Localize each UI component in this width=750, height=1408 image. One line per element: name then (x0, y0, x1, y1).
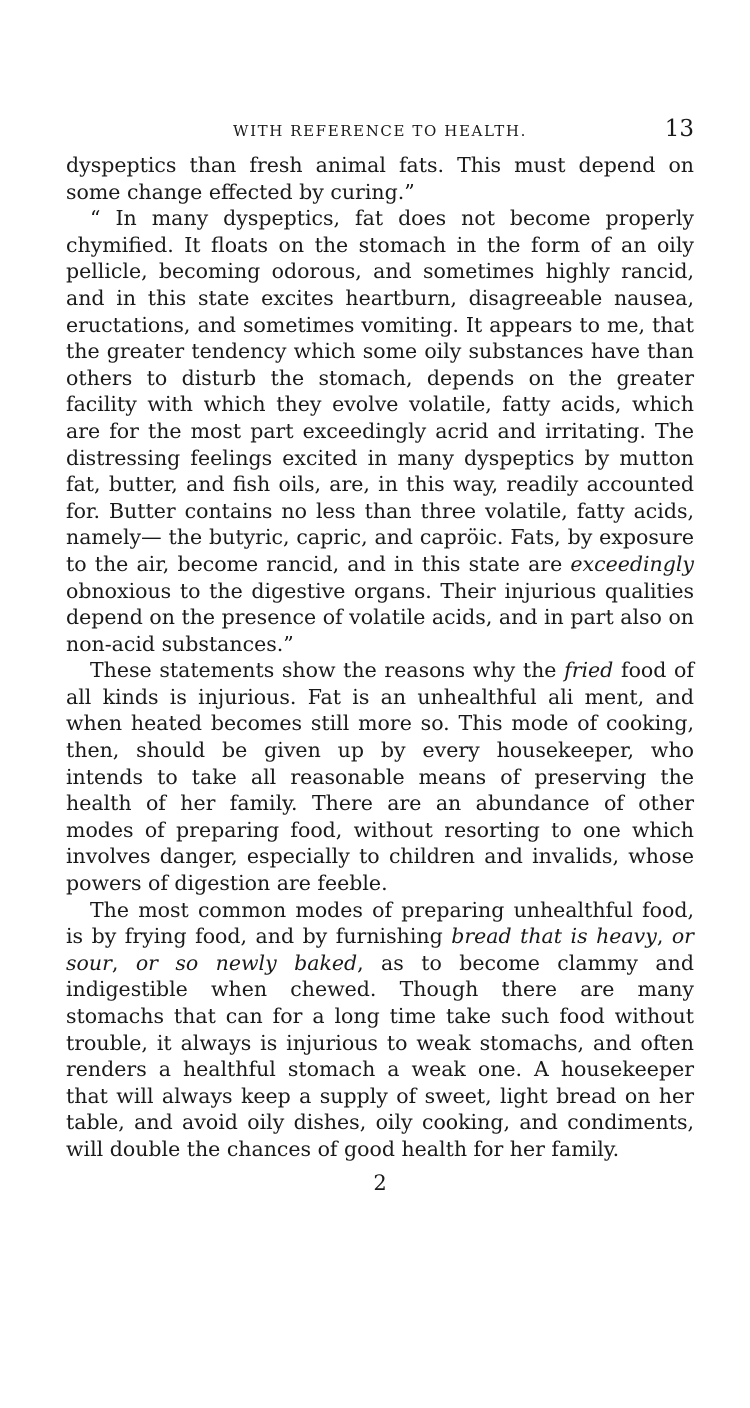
italic-text-segment: fried (564, 658, 614, 683)
text-segment: food of all kinds is injurious. Fat is an unhealthful ali ment, and when heated becomes still more so. This mode of cooking, then, should be given up by every housekeeper, who intends to take all reasonable means of preserving the health of her family. There are an abundance of other modes of preparing food, without resorting to one which involves danger, especially to children and invalids, whose powers of digestion are feeble. (66, 658, 694, 896)
paragraph-1 (66, 152, 694, 205)
italic-text-segment: bread that is heavy (451, 924, 657, 949)
text-segment: These statements show the reasons why the (90, 658, 565, 683)
paragraph-3 (66, 657, 694, 896)
text-segment: “ In many dyspeptics, fat does not become properly chymified. It floats on the stomach in the form of an oily pellicle, becoming odorous, and sometimes highly rancid, and in this state excites heartburn, disagreeable nausea, eructations, and sometimes vomiting. It appears to me, that the greater tendency which some oily substances have than others to disturb the stomach, depends on the greater facility with which they evolve volatile, fatty acids, which are for the most part exceedingly acrid and irritating. The distressing feelings excited in many dyspeptics by mutton fat, butter, and fish oils, are, in this way, readily accounted for. Butter contains no less than three volatile, fatty acids, namely— the butyric, capric, and capröic. Fats, by exposure to the air, become rancid, and in this state are (66, 206, 694, 576)
italic-text-segment: or sour (66, 924, 694, 975)
running-title: WITH REFERENCE TO HEALTH. (233, 122, 527, 140)
running-head (66, 116, 694, 146)
book-page (66, 116, 694, 1195)
italic-text-segment: exceedingly (570, 551, 694, 576)
text-segment: , (111, 950, 136, 975)
text-segment: The most common modes of preparing unhealthful food, is by frying food, and by furnishing (66, 897, 694, 949)
paragraph-2 (66, 205, 694, 657)
text-segment: obnoxious to the digestive organs. Their injurious qualities depend on the presence of volatile acids, and in part also on non-acid substances.” (66, 578, 694, 656)
paragraph-4 (66, 897, 694, 1163)
body-text (66, 152, 694, 1163)
text-segment: , as to become clammy and indigestible when chewed. Though there are many stomachs that can for a long time take such food without trouble, it always is injurious to weak stomachs, and often renders a healthful stomach a weak one. A housekeeper that will always keep a supply of sweet, light bread on her table, and avoid oily dishes, oily cooking, and condiments, will double the chances of good health for her family. (66, 950, 694, 1161)
text-segment: , (656, 924, 672, 949)
italic-text-segment: or so newly baked (135, 950, 358, 975)
text-segment: dyspeptics than fresh animal fats. This must depend on some change effected by curing.” (66, 153, 694, 204)
signature-mark: 2 (373, 1170, 387, 1195)
page-number: 13 (664, 116, 694, 142)
